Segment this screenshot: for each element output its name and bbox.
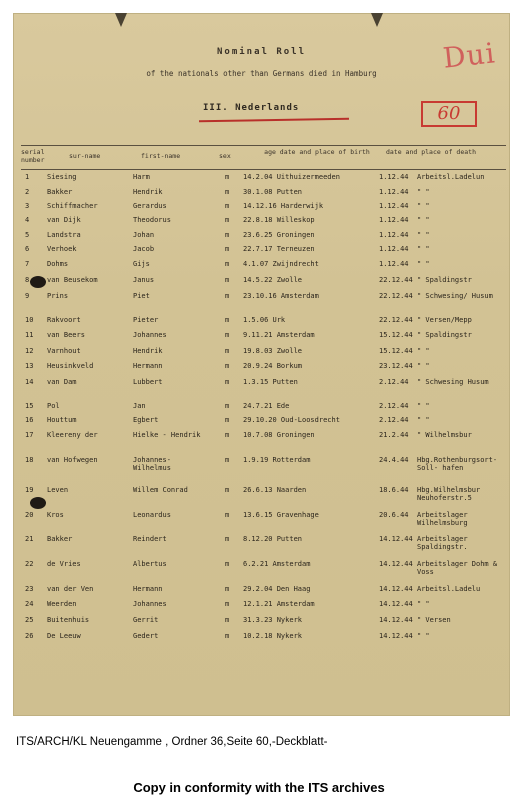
- death-date-cell: 21.2.44: [379, 431, 409, 439]
- death-place-cell: " ": [417, 231, 430, 239]
- firstname-cell: Johan: [133, 231, 155, 239]
- sex-cell: m: [225, 173, 230, 181]
- firstname-cell: Piet: [133, 292, 150, 300]
- surname-cell: Dohms: [47, 260, 69, 268]
- birth-cell: 22.8.18 Willeskop: [243, 216, 315, 224]
- birth-cell: 12.1.21 Amsterdam: [243, 600, 315, 608]
- birth-cell: 1.5.06 Urk: [243, 316, 286, 324]
- serial-number-cell: 21: [25, 535, 34, 543]
- birth-cell: 30.1.08 Putten: [243, 188, 303, 196]
- sex-cell: m: [225, 511, 230, 519]
- serial-number-cell: 13: [25, 362, 34, 370]
- death-place-cell: " Versen/Mepp: [417, 316, 472, 324]
- firstname-cell: Johannes: [133, 600, 167, 608]
- death-date-cell: 1.12.44: [379, 173, 409, 181]
- birth-cell: 29.2.04 Den Haag: [243, 585, 311, 593]
- sex-cell: m: [225, 585, 230, 593]
- surname-cell: Rakvoort: [47, 316, 81, 324]
- firstname-cell: Pieter: [133, 316, 159, 324]
- sex-cell: m: [225, 276, 230, 284]
- table-top-rule: [21, 145, 506, 146]
- serial-number-cell: 23: [25, 585, 34, 593]
- death-place-cell: " ": [417, 416, 430, 424]
- ink-blot: [30, 497, 46, 509]
- death-date-cell: 14.12.44: [379, 632, 413, 640]
- serial-number-cell: 4: [25, 216, 30, 224]
- death-place-cell: Arbeitslager Spaldingstr.: [417, 535, 468, 551]
- birth-cell: 1.9.19 Rotterdam: [243, 456, 311, 464]
- firstname-cell: Egbert: [133, 416, 159, 424]
- document-subtitle: of the nationals other than Germans died in Hamburg: [146, 69, 377, 78]
- death-date-cell: 1.12.44: [379, 216, 409, 224]
- death-date-cell: 22.12.44: [379, 292, 413, 300]
- surname-cell: Heusinkveld: [47, 362, 94, 370]
- serial-number-cell: 19: [25, 486, 34, 494]
- page-number-stamp: 60: [421, 101, 477, 127]
- surname-cell: Prins: [47, 292, 69, 300]
- serial-number-cell: 5: [25, 231, 30, 239]
- death-date-cell: 22.12.44: [379, 276, 413, 284]
- death-place-cell: " Spaldingstr: [417, 331, 472, 339]
- death-place-cell: " ": [417, 347, 430, 355]
- birth-cell: 22.7.17 Terneuzen: [243, 245, 315, 253]
- firstname-cell: Gerrit: [133, 616, 159, 624]
- firstname-cell: Albertus: [133, 560, 167, 568]
- firstname-cell: Willem Conrad: [133, 486, 188, 494]
- birth-cell: 23.10.16 Amsterdam: [243, 292, 319, 300]
- firstname-cell: Harm: [133, 173, 150, 181]
- birth-cell: 8.12.20 Putten: [243, 535, 303, 543]
- death-date-cell: 22.12.44: [379, 316, 413, 324]
- death-place-cell: " Schwesing/ Husum: [417, 292, 493, 300]
- surname-cell: Bakker: [47, 188, 73, 196]
- death-place-cell: " ": [417, 202, 430, 210]
- surname-cell: van Hofwegen: [47, 456, 98, 464]
- birth-cell: 6.2.21 Amsterdam: [243, 560, 311, 568]
- birth-cell: 26.6.13 Naarden: [243, 486, 307, 494]
- sex-cell: m: [225, 378, 230, 386]
- archive-reference: ITS/ARCH/KL Neuengamme , Ordner 36,Seite 60,-Deckblatt-: [16, 736, 328, 748]
- sex-cell: m: [225, 316, 230, 324]
- birth-cell: 31.3.23 Nykerk: [243, 616, 303, 624]
- death-place-cell: Hbg.Wilhelmsbur Neuhoferstr.5: [417, 486, 481, 502]
- surname-cell: Bakker: [47, 535, 73, 543]
- sex-cell: m: [225, 416, 230, 424]
- sex-cell: m: [225, 456, 230, 464]
- handwritten-note: Dui: [441, 36, 498, 75]
- death-place-cell: Arbeitslager Wilhelmsburg: [417, 511, 468, 527]
- sex-cell: m: [225, 560, 230, 568]
- birth-cell: 20.9.24 Borkum: [243, 362, 303, 370]
- ink-blot: [30, 276, 46, 288]
- death-place-cell: " Versen: [417, 616, 451, 624]
- birth-cell: 14.5.22 Zwolle: [243, 276, 303, 284]
- sex-cell: m: [225, 616, 230, 624]
- scanned-document: [13, 13, 510, 716]
- surname-cell: Buitenhuis: [47, 616, 90, 624]
- firstname-cell: Johannes- Wilhelmus: [133, 456, 171, 472]
- firstname-cell: Hielke - Hendrik: [133, 431, 201, 439]
- sex-cell: m: [225, 486, 230, 494]
- serial-number-cell: 18: [25, 456, 34, 464]
- header-death: date and place of death: [385, 148, 476, 156]
- sex-cell: m: [225, 260, 230, 268]
- serial-number-cell: 3: [25, 202, 30, 210]
- sex-cell: m: [225, 216, 230, 224]
- sex-cell: m: [225, 632, 230, 640]
- serial-number-cell: 9: [25, 292, 30, 300]
- death-place-cell: Arbeitslager Dohm & Voss: [417, 560, 498, 576]
- death-date-cell: 2.12.44: [379, 378, 409, 386]
- sex-cell: m: [225, 600, 230, 608]
- surname-cell: Schiffmacher: [47, 202, 98, 210]
- death-date-cell: 20.6.44: [379, 511, 409, 519]
- firstname-cell: Jacob: [133, 245, 155, 253]
- death-date-cell: 2.12.44: [379, 416, 409, 424]
- serial-number-cell: 24: [25, 600, 34, 608]
- birth-cell: 4.1.07 Zwijndrecht: [243, 260, 319, 268]
- firstname-cell: Reindert: [133, 535, 167, 543]
- death-date-cell: 14.12.44: [379, 616, 413, 624]
- surname-cell: Kros: [47, 511, 64, 519]
- birth-cell: 10.2.18 Nykerk: [243, 632, 303, 640]
- death-date-cell: 23.12.44: [379, 362, 413, 370]
- firstname-cell: Gedert: [133, 632, 159, 640]
- sex-cell: m: [225, 231, 230, 239]
- header-birth: age date and place of birth: [264, 148, 370, 156]
- firstname-cell: Hendrik: [133, 347, 163, 355]
- birth-cell: 23.6.25 Groningen: [243, 231, 315, 239]
- surname-cell: van Beers: [47, 331, 85, 339]
- serial-number-cell: 1: [25, 173, 30, 181]
- firstname-cell: Gijs: [133, 260, 150, 268]
- firstname-cell: Hermann: [133, 585, 163, 593]
- firstname-cell: Gerardus: [133, 202, 167, 210]
- birth-cell: 14.2.04 Uithuizermeeden: [243, 173, 340, 181]
- sex-cell: m: [225, 347, 230, 355]
- death-place-cell: " Schwesing Husum: [417, 378, 489, 386]
- death-place-cell: " ": [417, 245, 430, 253]
- binder-notch: [371, 13, 383, 27]
- firstname-cell: Hendrik: [133, 188, 163, 196]
- surname-cell: Pol: [47, 402, 60, 410]
- serial-number-cell: 25: [25, 616, 34, 624]
- header-serial: serial number: [21, 148, 45, 164]
- birth-cell: 9.11.21 Amsterdam: [243, 331, 315, 339]
- birth-cell: 14.12.16 Harderwijk: [243, 202, 324, 210]
- sex-cell: m: [225, 431, 230, 439]
- firstname-cell: Jan: [133, 402, 146, 410]
- birth-cell: 10.7.08 Groningen: [243, 431, 315, 439]
- serial-number-cell: 17: [25, 431, 34, 439]
- serial-number-cell: 2: [25, 188, 30, 196]
- death-date-cell: 14.12.44: [379, 560, 413, 568]
- surname-cell: Varnhout: [47, 347, 81, 355]
- surname-cell: de Vries: [47, 560, 81, 568]
- sex-cell: m: [225, 362, 230, 370]
- birth-cell: 1.3.15 Putten: [243, 378, 298, 386]
- sex-cell: m: [225, 188, 230, 196]
- death-date-cell: 14.12.44: [379, 585, 413, 593]
- sex-cell: m: [225, 535, 230, 543]
- death-place-cell: Hbg.Rothenburgsort- Soll- hafen: [417, 456, 498, 472]
- sex-cell: m: [225, 202, 230, 210]
- death-date-cell: 15.12.44: [379, 331, 413, 339]
- firstname-cell: Janus: [133, 276, 155, 284]
- death-date-cell: 1.12.44: [379, 260, 409, 268]
- death-place-cell: " Wilhelmsbur: [417, 431, 472, 439]
- surname-cell: van Beusekom: [47, 276, 98, 284]
- death-date-cell: 18.6.44: [379, 486, 409, 494]
- header-sex: sex: [219, 152, 231, 160]
- surname-cell: Siesing: [47, 173, 77, 181]
- surname-cell: van Dijk: [47, 216, 81, 224]
- serial-number-cell: 12: [25, 347, 34, 355]
- red-underline: [199, 118, 349, 123]
- death-date-cell: 15.12.44: [379, 347, 413, 355]
- surname-cell: van der Ven: [47, 585, 94, 593]
- surname-cell: van Dam: [47, 378, 77, 386]
- serial-number-cell: 26: [25, 632, 34, 640]
- binder-notch: [115, 13, 127, 27]
- serial-number-cell: 14: [25, 378, 34, 386]
- surname-cell: Verhoek: [47, 245, 77, 253]
- surname-cell: Houttum: [47, 416, 77, 424]
- death-place-cell: " ": [417, 402, 430, 410]
- firstname-cell: Johannes: [133, 331, 167, 339]
- serial-number-cell: 15: [25, 402, 34, 410]
- death-date-cell: 1.12.44: [379, 231, 409, 239]
- surname-cell: Landstra: [47, 231, 81, 239]
- death-date-cell: 1.12.44: [379, 245, 409, 253]
- firstname-cell: Theodorus: [133, 216, 171, 224]
- sex-cell: m: [225, 245, 230, 253]
- death-date-cell: 24.4.44: [379, 456, 409, 464]
- birth-cell: 19.8.03 Zwolle: [243, 347, 303, 355]
- conformity-footer: Copy in conformity with the ITS archives: [133, 780, 385, 795]
- sex-cell: m: [225, 402, 230, 410]
- birth-cell: 13.6.15 Gravenhage: [243, 511, 319, 519]
- death-place-cell: Arbeitsl.Ladelun: [417, 173, 485, 181]
- serial-number-cell: 7: [25, 260, 30, 268]
- death-date-cell: 2.12.44: [379, 402, 409, 410]
- death-date-cell: 1.12.44: [379, 202, 409, 210]
- serial-number-cell: 6: [25, 245, 30, 253]
- serial-number-cell: 20: [25, 511, 34, 519]
- birth-cell: 24.7.21 Ede: [243, 402, 290, 410]
- header-surname: sur-name: [69, 152, 101, 160]
- death-place-cell: " ": [417, 362, 430, 370]
- death-place-cell: " ": [417, 216, 430, 224]
- serial-number-cell: 22: [25, 560, 34, 568]
- serial-number-cell: 8: [25, 276, 30, 284]
- death-place-cell: " ": [417, 600, 430, 608]
- firstname-cell: Lubbert: [133, 378, 163, 386]
- death-place-cell: " ": [417, 188, 430, 196]
- firstname-cell: Hermann: [133, 362, 163, 370]
- death-place-cell: " Spaldingstr: [417, 276, 472, 284]
- firstname-cell: Leonardus: [133, 511, 171, 519]
- document-title: Nominal Roll: [216, 47, 307, 57]
- surname-cell: Kleereny der: [47, 431, 98, 439]
- section-heading: III. Nederlands: [203, 103, 300, 113]
- surname-cell: Leven: [47, 486, 69, 494]
- sex-cell: m: [225, 331, 230, 339]
- table-header-rule: [21, 169, 506, 170]
- death-place-cell: " ": [417, 260, 430, 268]
- header-firstname: first-name: [141, 152, 181, 160]
- serial-number-cell: 16: [25, 416, 34, 424]
- death-date-cell: 14.12.44: [379, 600, 413, 608]
- surname-cell: De Leeuw: [47, 632, 81, 640]
- death-place-cell: " ": [417, 632, 430, 640]
- sex-cell: m: [225, 292, 230, 300]
- death-date-cell: 14.12.44: [379, 535, 413, 543]
- surname-cell: Weerden: [47, 600, 77, 608]
- death-place-cell: Arbeitsl.Ladelu: [417, 585, 481, 593]
- serial-number-cell: 10: [25, 316, 34, 324]
- serial-number-cell: 11: [25, 331, 34, 339]
- death-date-cell: 1.12.44: [379, 188, 409, 196]
- birth-cell: 29.10.20 Oud-Loosdrecht: [243, 416, 340, 424]
